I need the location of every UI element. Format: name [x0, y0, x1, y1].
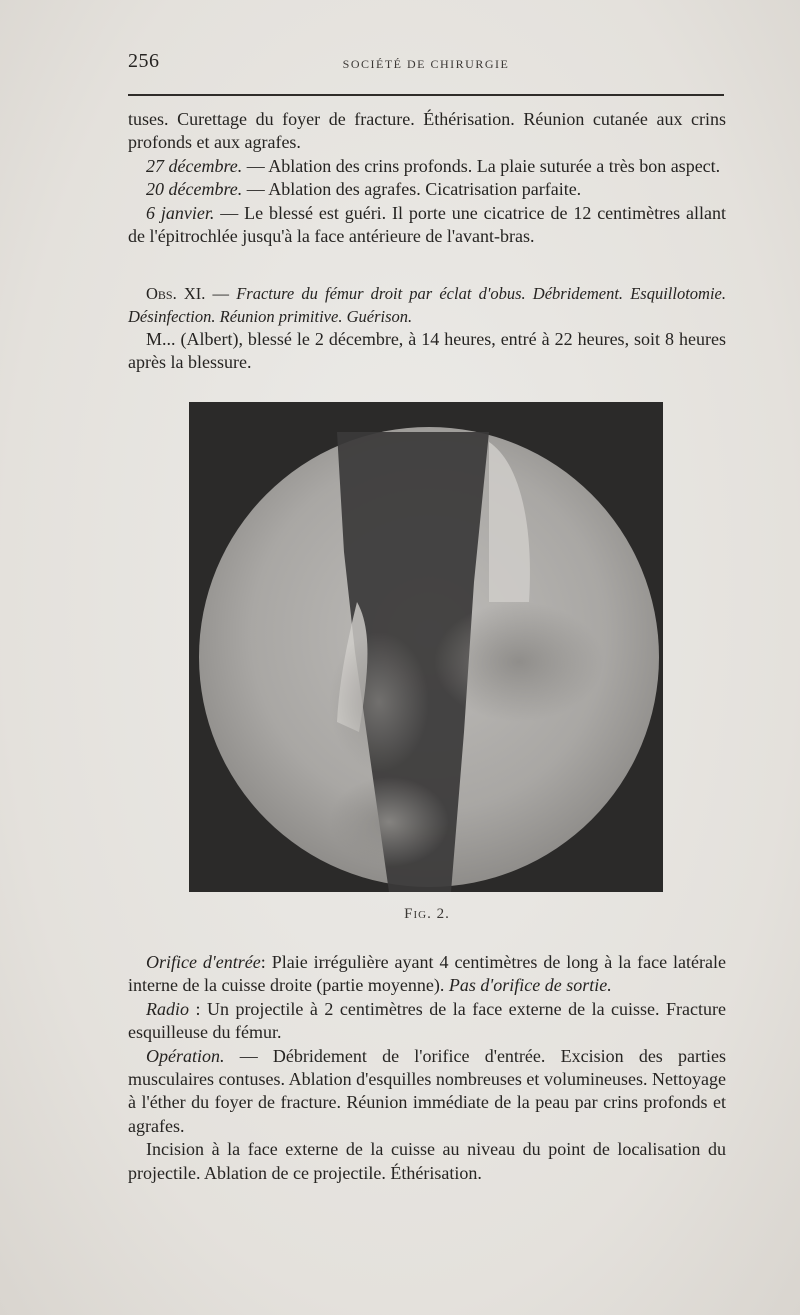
orifice-paragraph	[128, 951, 726, 998]
orifice-text: : Plaie irrégulière ayant 4 centimètres de long à la face latérale interne de la cuisse droite (partie moyenne).	[128, 952, 726, 996]
operation-label: Opération.	[146, 1045, 225, 1066]
running-head: SOCIÉTÉ DE CHIRURGIE	[342, 57, 510, 71]
bottom-text-block	[128, 951, 726, 1185]
orifice-label: Orifice d'entrée	[146, 952, 261, 972]
paragraph-27-decembre	[128, 155, 726, 178]
operation-paragraph	[128, 1045, 726, 1139]
page-header	[128, 50, 724, 80]
paragraph-continuation: tuses. Curettage du foyer de fracture. Éthérisation. Réunion cutanée aux crins profonds et aux agrafes.	[128, 109, 726, 153]
observation-title: Fracture du fémur droit par éclat d'obus. Débridement. Esquillotomie. Désinfection. Réunion primitive. Guérison.	[128, 284, 726, 326]
date-label: 20 décembre.	[146, 179, 243, 200]
observation-label: Obs. XI.	[146, 284, 206, 303]
observation-block	[128, 282, 726, 375]
radio-paragraph	[128, 998, 726, 1045]
radiograph-image	[189, 402, 663, 892]
observation-heading	[128, 282, 726, 328]
header-rule	[128, 94, 724, 96]
paragraph-text: — Le blessé est guéri. Il porte une cicatrice de 12 centimètres allant de l'épitrochlée jusqu'à la face antérieure de l'avant-bras.	[128, 202, 727, 247]
paragraph-20-decembre	[128, 178, 726, 201]
radio-label: Radio	[146, 998, 189, 1019]
radio-text: : Un projectile à 2 centimètres de la face externe de la cuisse. Fracture esquilleuse du fémur.	[128, 998, 726, 1043]
figure-caption-text: Fig. 2.	[404, 906, 450, 922]
date-label: 27 décembre.	[146, 155, 243, 176]
top-text-block	[128, 108, 726, 248]
paragraph-text: — Ablation des agrafes. Cicatrisation parfaite.	[242, 179, 582, 200]
observation-dash: —	[205, 284, 237, 303]
incision-paragraph: Incision à la face externe de la cuisse au niveau du point de localisation du projectile. Ablation de ce projectile. Éthérisation.	[128, 1139, 726, 1183]
paragraph-6-janvier	[128, 202, 726, 249]
orifice-sortie: Pas d'orifice de sortie.	[448, 975, 612, 996]
observation-intro: M... (Albert), blessé le 2 décembre, à 14 heures, entré à 22 heures, soit 8 heures après la blessure.	[128, 329, 726, 373]
figure-caption	[128, 906, 726, 923]
page-number: 256	[128, 50, 160, 72]
operation-text: — Débridement de l'orifice d'entrée. Excision des parties musculaires contuses. Ablation d'esquilles nombreuses et volumineuses. Nettoyage à l'éther du foyer de fracture. Réunion immédiate de la peau par crins profonds et agrafes.	[128, 1045, 726, 1136]
paragraph-text: — Ablation des crins profonds. La plaie suturée a très bon aspect.	[242, 155, 721, 176]
radiograph-figure	[189, 402, 663, 892]
date-label: 6 janvier.	[146, 202, 215, 223]
